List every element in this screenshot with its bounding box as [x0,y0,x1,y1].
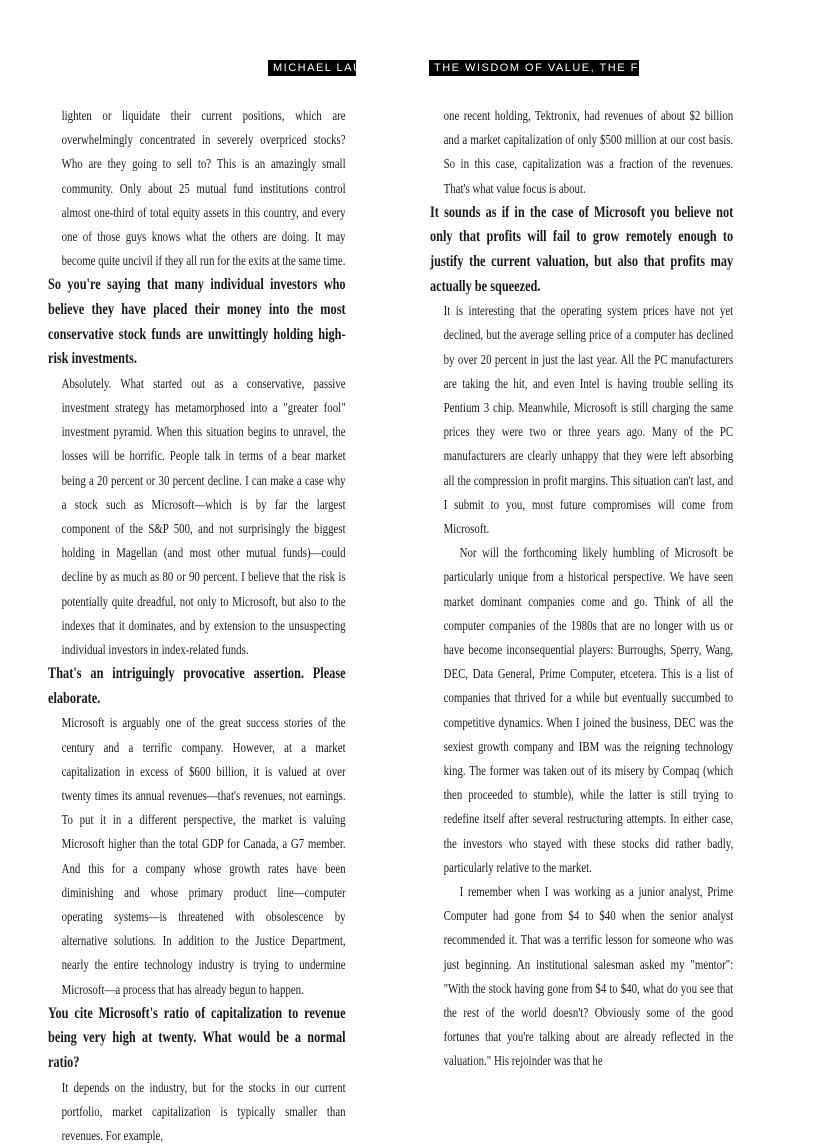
paragraph: Nor will the forthcoming likely humbling of Microsoft be particularly unique from a historical perspective. We have seen market dominant companies come and go. Think of all the computer companies of the 1980s that are no longer with us or have become inconsequential players: Burroughs, Sperry, Wang, DEC, Data General, Prime Computer, etcetera. This is a list of companies that thrived for a while but eventually succumbed to competitive dynamics. When I joined the business, DEC was the sexiest growth company and IBM was the reigning technology king. The former was taken out of its misery by Compaq (which then proceeded to stumble), while the latter is still trying to redefine itself after several restructuring attempts. In either case, the investors who stayed with these stocks did rather badly, particularly relative to the market. [443,545,734,875]
paragraph: It is interesting that the operating system prices have not yet declined, but the average selling price of a computer has declined by over 20 percent in just the last year. All the PC manufacturers are taking the hit, and even Intel is having trouble selling its Pentium 3 chip. Meanwhile, Microsoft is still charging the same prices they were two or three years ago. Many of the PC manufacturers are clearly unhappy that they were left absorbing all the compression in profit margins. This situation can't last, and I submit to you, most future compromises will come from Microsoft. [443,303,734,537]
running-header-author: MICHAEL LAUER [268,60,356,76]
interview-question: That's an intriguingly provocative assertion. Please elaborate. [48,665,346,707]
right-column [430,104,733,1074]
paragraph: lighten or liquidate their current positions, which are overwhelmingly concentrated in severely overpriced stocks? Who are they going to sell to? This is an amazingly small community. Only about 25 mutual fund institutions control almost one-third of total equity assets in this country, and every one of those guys knows what the others are doing. It may become quite uncivil if they all run for the exits at the same time. [61,108,346,269]
paragraph: Microsoft is arguably one of the great success stories of the century and a terrific company. However, at a market capitalization in excess of $600 billion, it is valued at over twenty times its annual revenues—that's revenues, not earnings. To put it in a different perspective, the market is valuing Microsoft higher than the total GDP for Canada, a G7 member. And this for a company whose growth rates have been diminishing and whose primary product line—computer operating systems—is threatened with obsolescence by alternative solutions. In addition to the Justice Department, nearly the entire technology industry is trying to undermine Microsoft—a process that has already begun to happen. [61,715,346,997]
paragraph: Absolutely. What started out as a conservative, passive investment strategy has metamorphosed into a "greater fool" investment pyramid. When this situation begins to unravel, the losses will be horrific. People talk in terms of a bear market being a 20 percent or 30 percent decline. I can make a case why a stock such as Microsoft—which is by far the largest component of the S&P 500, and not surprisingly the biggest holding in Magellan (and most other mutual funds)—could decline by as much as 80 or 90 percent. I believe that the risk is potentially quite dreadful, not only to Microsoft, but also to the indexes that it dominates, and by extension to the unsuspecting individual investors in index-related funds. [61,375,346,658]
interview-question: You cite Microsoft's ratio of capitalization to revenue being very high at twenty. What would be a normal ratio? [48,1004,346,1072]
running-header-title: THE WISDOM OF VALUE, THE FOLLY OF FAD [429,60,639,76]
left-column [48,104,346,1148]
paragraph: I remember when I was working as a junior analyst, Prime Computer had gone from $4 to $40 when the senior analyst recommended it. That was a terrific lesson for someone who was just beginning. An institutional salesman asked my "mentor": "With the stock having gone from $4 to $40, what do you see that the rest of the world doesn't? Obviously some of the good fortunes that you're talking about are already reflected in the valuation." His rejoinder was that he [443,884,734,1069]
paragraph: It depends on the industry, but for the stocks in our current portfolio, market capitalization is typically smaller than revenues. For example, [61,1079,346,1144]
paragraph: one recent holding, Tektronix, had revenues of about $2 billion and a market capitalization of only $500 million at our cost basis. So in this case, capitalization was a fraction of the revenues. That's what value focus is about. [443,108,734,196]
interview-question: So you're saying that many individual investors who believe they have placed their money into the most conservative stock funds are unwittingly holding high-risk investments. [48,276,346,368]
interview-question: It sounds as if in the case of Microsoft you believe not only that profits will fail to grow remotely enough to justify the current valuation, but also that profits may actually be squeezed. [430,203,734,295]
